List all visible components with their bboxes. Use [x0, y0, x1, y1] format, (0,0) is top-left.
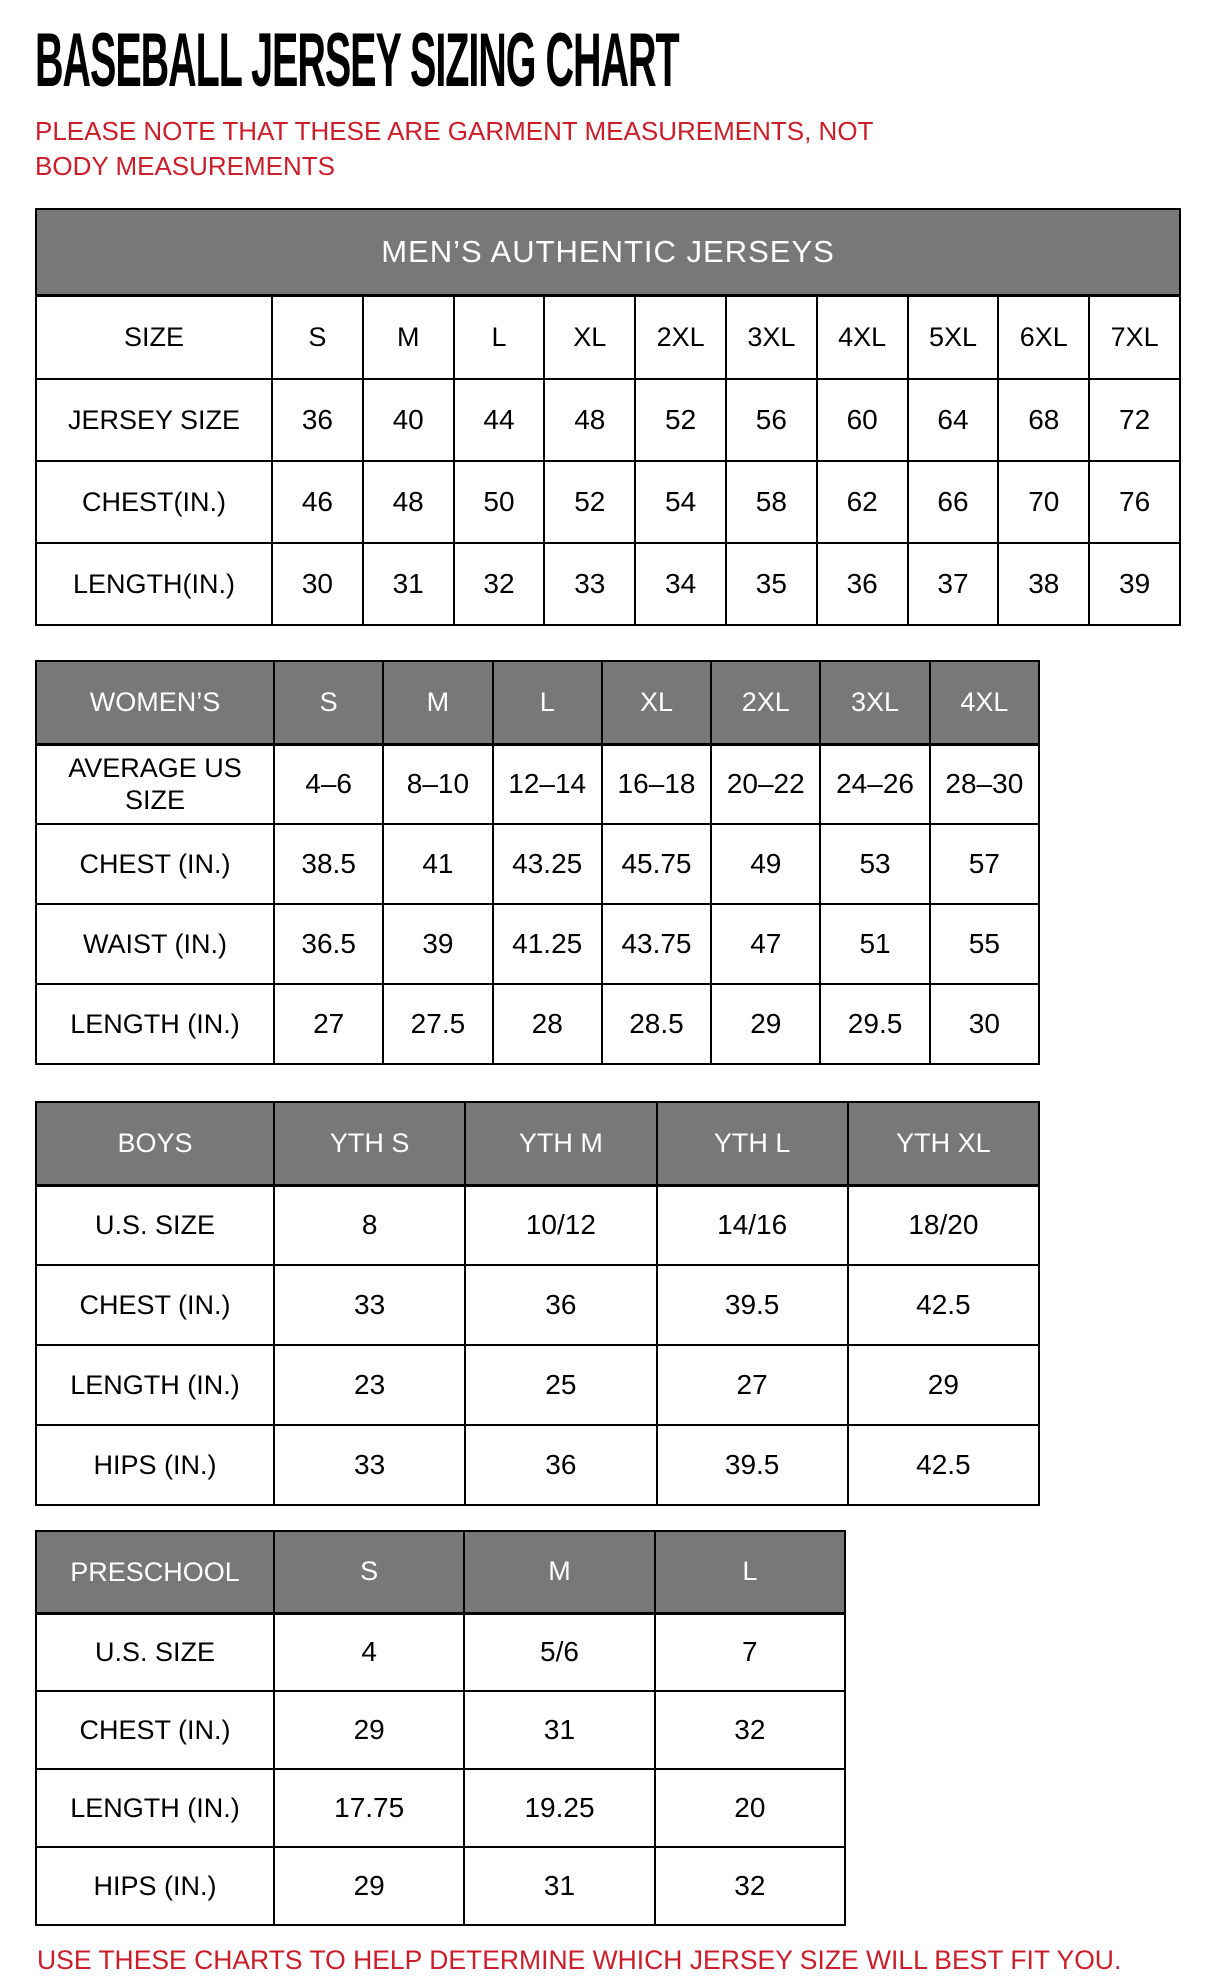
mens-col-header-size: SIZE	[36, 295, 272, 379]
womens-average-us-size-value: 12–14	[493, 744, 602, 824]
womens-waist-in-value: 36.5	[274, 904, 383, 984]
womens-row-label-average-us-size: AVERAGE US SIZE	[36, 744, 274, 824]
boys-header-row	[36, 1102, 1039, 1185]
mens-length-in-value: 31	[363, 543, 454, 625]
womens-sizing-table	[35, 660, 1040, 1065]
mens-length-in-value: 37	[908, 543, 999, 625]
preschool-hips-in-value: 32	[655, 1847, 845, 1925]
womens-header-row	[36, 661, 1039, 744]
mens-jersey-size-value: 64	[908, 379, 999, 461]
boys-length-in-value: 23	[274, 1345, 465, 1425]
boys-row-label-chest-in: CHEST (IN.)	[36, 1265, 274, 1345]
mens-jersey-size-value: 72	[1089, 379, 1180, 461]
mens-banner-row	[36, 209, 1180, 295]
mens-jersey-size-value: 44	[454, 379, 545, 461]
mens-length-in-value: 39	[1089, 543, 1180, 625]
mens-length-in-value: 36	[817, 543, 908, 625]
boys-chest-in-value: 39.5	[657, 1265, 848, 1345]
boys-row-label-u-s-size: U.S. SIZE	[36, 1185, 274, 1265]
preschool-chest-in-value: 32	[655, 1691, 845, 1769]
womens-col-header-m: M	[383, 661, 492, 744]
mens-col-header-3xl: 3XL	[726, 295, 817, 379]
mens-row-label-jersey-size: JERSEY SIZE	[36, 379, 272, 461]
womens-average-us-size-value: 20–22	[711, 744, 820, 824]
preschool-row-hips-in	[36, 1847, 845, 1925]
page-title	[35, 0, 1220, 104]
womens-length-in-value: 29	[711, 984, 820, 1064]
womens-average-us-size-value: 16–18	[602, 744, 711, 824]
preschool-row-label-u-s-size: U.S. SIZE	[36, 1613, 274, 1691]
preschool-row-chest-in	[36, 1691, 845, 1769]
womens-waist-in-value: 39	[383, 904, 492, 984]
womens-average-us-size-value: 8–10	[383, 744, 492, 824]
boys-chest-in-value: 36	[465, 1265, 656, 1345]
mens-header-row	[36, 295, 1180, 379]
womens-length-in-value: 28	[493, 984, 602, 1064]
boys-hips-in-value: 36	[465, 1425, 656, 1505]
fit-help-note: USE THESE CHARTS TO HELP DETERMINE WHICH JERSEY SIZE WILL BEST FIT YOU.	[37, 1945, 1122, 1975]
preschool-u-s-size-value: 7	[655, 1613, 845, 1691]
boys-row-hips-in	[36, 1425, 1039, 1505]
preschool-length-in-value: 17.75	[274, 1769, 464, 1847]
mens-length-in-value: 34	[635, 543, 726, 625]
boys-chest-in-value: 42.5	[848, 1265, 1039, 1345]
boys-u-s-size-value: 10/12	[465, 1185, 656, 1265]
mens-chest-in-value: 52	[544, 461, 635, 543]
mens-chest-in-value: 66	[908, 461, 999, 543]
mens-col-header-5xl: 5XL	[908, 295, 999, 379]
boys-u-s-size-value: 8	[274, 1185, 465, 1265]
mens-jersey-size-value: 60	[817, 379, 908, 461]
mens-col-header-2xl: 2XL	[635, 295, 726, 379]
mens-col-header-6xl: 6XL	[998, 295, 1089, 379]
mens-length-in-value: 33	[544, 543, 635, 625]
mens-col-header-7xl: 7XL	[1089, 295, 1180, 379]
mens-length-in-value: 32	[454, 543, 545, 625]
boys-col-header-boys: BOYS	[36, 1102, 274, 1185]
mens-col-header-4xl: 4XL	[817, 295, 908, 379]
boys-col-header-yth-l: YTH L	[657, 1102, 848, 1185]
preschool-row-u-s-size	[36, 1613, 845, 1691]
preschool-length-in-value: 19.25	[464, 1769, 654, 1847]
mens-col-header-s: S	[272, 295, 363, 379]
womens-col-header-3xl: 3XL	[820, 661, 929, 744]
mens-jersey-size-value: 36	[272, 379, 363, 461]
womens-col-header-women-s: WOMEN’S	[36, 661, 274, 744]
boys-length-in-value: 27	[657, 1345, 848, 1425]
mens-chest-in-value: 76	[1089, 461, 1180, 543]
womens-row-label-length-in: LENGTH (IN.)	[36, 984, 274, 1064]
mens-jersey-size-value: 56	[726, 379, 817, 461]
womens-row-label-waist-in: WAIST (IN.)	[36, 904, 274, 984]
mens-col-header-m: M	[363, 295, 454, 379]
mens-row-label-chest-in: CHEST(IN.)	[36, 461, 272, 543]
preschool-col-header-l: L	[655, 1531, 845, 1613]
preschool-row-length-in	[36, 1769, 845, 1847]
womens-length-in-value: 28.5	[602, 984, 711, 1064]
womens-col-header-4xl: 4XL	[930, 661, 1039, 744]
preschool-chest-in-value: 31	[464, 1691, 654, 1769]
boys-col-header-yth-xl: YTH XL	[848, 1102, 1039, 1185]
womens-col-header-l: L	[493, 661, 602, 744]
boys-hips-in-value: 33	[274, 1425, 465, 1505]
preschool-sizing-table	[35, 1530, 846, 1926]
womens-waist-in-value: 41.25	[493, 904, 602, 984]
womens-chest-in-value: 38.5	[274, 824, 383, 904]
boys-col-header-yth-s: YTH S	[274, 1102, 465, 1185]
mens-jersey-size-value: 40	[363, 379, 454, 461]
womens-length-in-value: 29.5	[820, 984, 929, 1064]
boys-row-length-in	[36, 1345, 1039, 1425]
size-tables-region	[35, 208, 1220, 1926]
womens-chest-in-value: 41	[383, 824, 492, 904]
preschool-col-header-s: S	[274, 1531, 464, 1613]
mens-chest-in-value: 58	[726, 461, 817, 543]
preschool-chest-in-value: 29	[274, 1691, 464, 1769]
boys-sizing-table	[35, 1101, 1040, 1506]
womens-row-chest-in	[36, 824, 1039, 904]
preschool-length-in-value: 20	[655, 1769, 845, 1847]
womens-average-us-size-value: 4–6	[274, 744, 383, 824]
preschool-u-s-size-value: 5/6	[464, 1613, 654, 1691]
boys-hips-in-value: 39.5	[657, 1425, 848, 1505]
mens-length-in-value: 35	[726, 543, 817, 625]
mens-chest-in-value: 50	[454, 461, 545, 543]
mens-chest-in-value: 54	[635, 461, 726, 543]
page-title-text: BASEBALL JERSEY SIZING CHART	[35, 18, 679, 103]
womens-waist-in-value: 43.75	[602, 904, 711, 984]
womens-waist-in-value: 51	[820, 904, 929, 984]
mens-jersey-size-value: 68	[998, 379, 1089, 461]
womens-length-in-value: 27	[274, 984, 383, 1064]
womens-chest-in-value: 45.75	[602, 824, 711, 904]
garment-measurement-note: PLEASE NOTE THAT THESE ARE GARMENT MEASUREMENTS, NOT BODY MEASUREMENTS	[35, 116, 873, 181]
preschool-col-header-m: M	[464, 1531, 654, 1613]
boys-u-s-size-value: 14/16	[657, 1185, 848, 1265]
mens-row-length-in	[36, 543, 1180, 625]
womens-chest-in-value: 57	[930, 824, 1039, 904]
womens-average-us-size-value: 24–26	[820, 744, 929, 824]
mens-chest-in-value: 46	[272, 461, 363, 543]
boys-row-label-length-in: LENGTH (IN.)	[36, 1345, 274, 1425]
preschool-u-s-size-value: 4	[274, 1613, 464, 1691]
boys-u-s-size-value: 18/20	[848, 1185, 1039, 1265]
mens-jersey-size-value: 48	[544, 379, 635, 461]
preschool-hips-in-value: 29	[274, 1847, 464, 1925]
mens-row-jersey-size	[36, 379, 1180, 461]
boys-row-u-s-size	[36, 1185, 1039, 1265]
preschool-hips-in-value: 31	[464, 1847, 654, 1925]
preschool-header-row	[36, 1531, 845, 1613]
womens-col-header-s: S	[274, 661, 383, 744]
mens-length-in-value: 30	[272, 543, 363, 625]
mens-length-in-value: 38	[998, 543, 1089, 625]
mens-sizing-table	[35, 208, 1181, 626]
mens-col-header-xl: XL	[544, 295, 635, 379]
womens-row-label-chest-in: CHEST (IN.)	[36, 824, 274, 904]
preschool-row-label-hips-in: HIPS (IN.)	[36, 1847, 274, 1925]
preschool-col-header-preschool: PRESCHOOL	[36, 1531, 274, 1613]
womens-average-us-size-value: 28–30	[930, 744, 1039, 824]
womens-row-average-us-size	[36, 744, 1039, 824]
boys-col-header-yth-m: YTH M	[465, 1102, 656, 1185]
womens-waist-in-value: 47	[711, 904, 820, 984]
womens-chest-in-value: 43.25	[493, 824, 602, 904]
womens-chest-in-value: 53	[820, 824, 929, 904]
mens-banner: MEN’S AUTHENTIC JERSEYS	[36, 209, 1180, 295]
preschool-row-label-length-in: LENGTH (IN.)	[36, 1769, 274, 1847]
boys-row-label-hips-in: HIPS (IN.)	[36, 1425, 274, 1505]
preschool-row-label-chest-in: CHEST (IN.)	[36, 1691, 274, 1769]
mens-chest-in-value: 62	[817, 461, 908, 543]
mens-col-header-l: L	[454, 295, 545, 379]
boys-row-chest-in	[36, 1265, 1039, 1345]
womens-col-header-2xl: 2XL	[711, 661, 820, 744]
boys-hips-in-value: 42.5	[848, 1425, 1039, 1505]
mens-chest-in-value: 48	[363, 461, 454, 543]
mens-chest-in-value: 70	[998, 461, 1089, 543]
mens-row-chest-in	[36, 461, 1180, 543]
womens-row-length-in	[36, 984, 1039, 1064]
mens-jersey-size-value: 52	[635, 379, 726, 461]
womens-length-in-value: 30	[930, 984, 1039, 1064]
womens-waist-in-value: 55	[930, 904, 1039, 984]
womens-col-header-xl: XL	[602, 661, 711, 744]
mens-row-label-length-in: LENGTH(IN.)	[36, 543, 272, 625]
boys-length-in-value: 29	[848, 1345, 1039, 1425]
womens-row-waist-in	[36, 904, 1039, 984]
womens-length-in-value: 27.5	[383, 984, 492, 1064]
womens-chest-in-value: 49	[711, 824, 820, 904]
boys-chest-in-value: 33	[274, 1265, 465, 1345]
boys-length-in-value: 25	[465, 1345, 656, 1425]
